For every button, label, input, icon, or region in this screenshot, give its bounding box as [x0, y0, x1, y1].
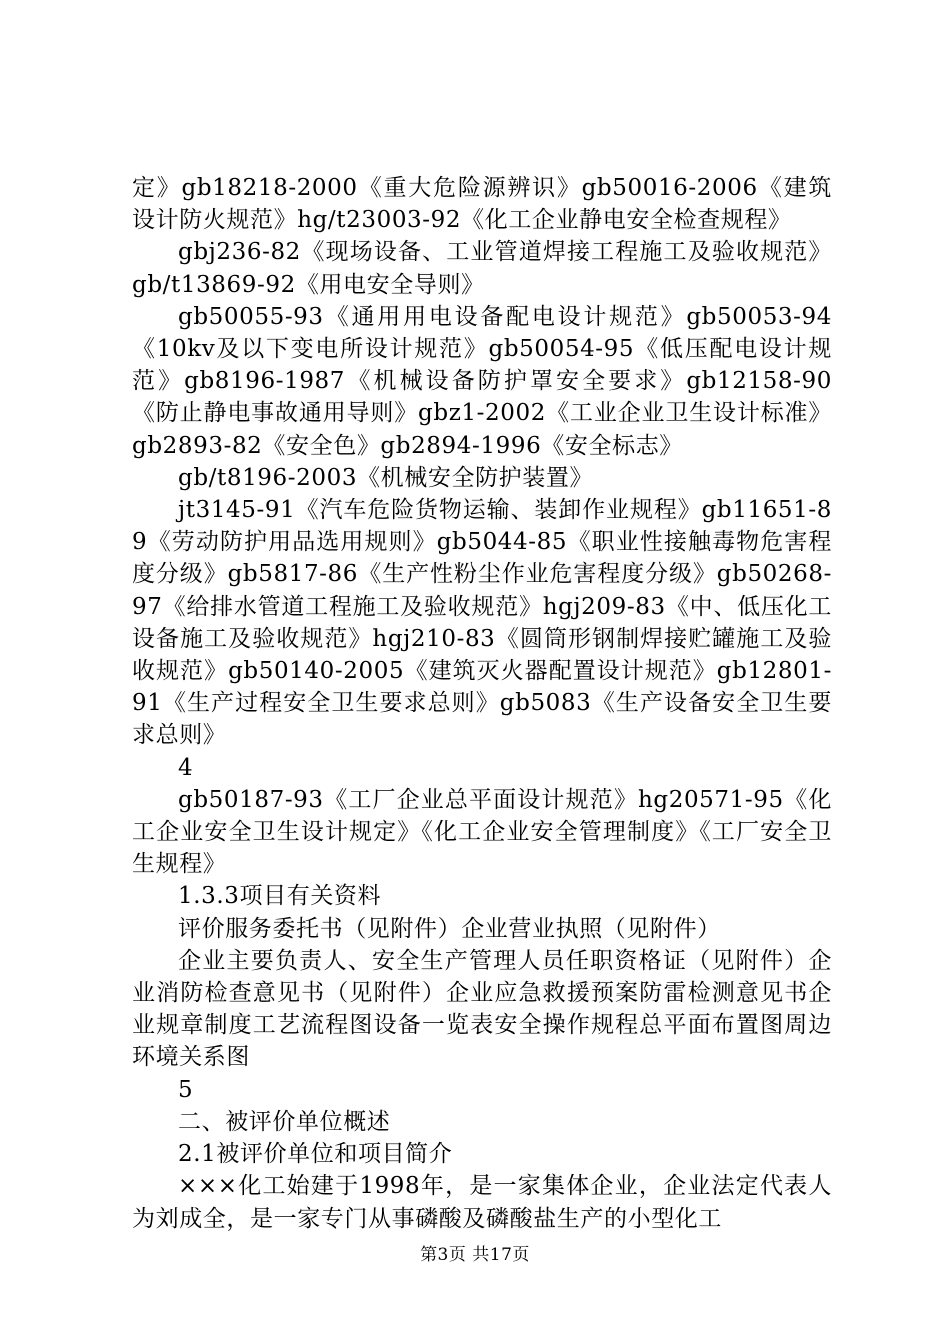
paragraph: 二、被评价单位概述 — [178, 1108, 391, 1135]
paragraph: jt3145-91《汽车危险货物运输、装卸作业规程》gb11651-89《劳动防护用品选用规则》gb5044-85《职业性接触毒物危害程度分级》gb5817-86《生产性粉尘作业危害程度分级》gb50268-97《给排水管道工程施工及验收规范》hgj209-83《中、低压化工设备施工及验收规范》hgj210-83《圆筒形钢制焊接贮罐施工及验收规范》gb50140-2005《建筑灭火器配置设计规范》gb12801-91《生产过程安全卫生要求总则》gb5083《生产设备安全卫生要求总则》 — [132, 497, 832, 749]
paragraph: 2.1被评价单位和项目简介 — [178, 1141, 453, 1168]
paragraph: 5 — [178, 1076, 194, 1103]
paragraph: 定》gb18218-2000《重大危险源辨识》gb50016-2006《建筑设计防火规范》hg/t23003-92《化工企业静电安全检查规程》 — [132, 175, 832, 234]
paragraph: ×××化工始建于1998年，是一家集体企业，企业法定代表人为刘成全，是一家专门从事磷酸及磷酸盐生产的小型化工 — [132, 1173, 832, 1232]
paragraph: 4 — [178, 754, 194, 781]
page-footer: 第3页 共17页 — [420, 1245, 530, 1265]
paragraph: 企业主要负责人、安全生产管理人员任职资格证（见附件）企业消防检查意见书（见附件）企业应急救援预案防雷检测意见书企业规章制度工艺流程图设备一览表安全操作规程总平面布置图周边环境关系图 — [132, 947, 832, 1071]
paragraph: gbj236-82《现场设备、工业管道焊接工程施工及验收规范》gb/t13869-92《用电安全导则》 — [132, 239, 832, 298]
document-body — [132, 172, 832, 1235]
paragraph: gb50187-93《工厂企业总平面设计规范》hg20571-95《化工企业安全卫生设计规定》《化工企业安全管理制度》《工厂安全卫生规程》 — [132, 786, 832, 878]
paragraph: 1.3.3项目有关资料 — [178, 883, 382, 910]
paragraph: gb50055-93《通用用电设备配电设计规范》gb50053-94《10kv及以下变电所设计规范》gb50054-95《低压配电设计规范》gb8196-1987《机械设备防护罩安全要求》gb12158-90《防止静电事故通用导则》gbz1-2002《工业企业卫生设计标准》gb2893-82《安全色》gb2894-1996《安全标志》 — [132, 303, 832, 459]
paragraph: gb/t8196-2003《机械安全防护装置》 — [178, 464, 594, 491]
paragraph: 评价服务委托书（见附件）企业营业执照（见附件） — [178, 915, 721, 942]
